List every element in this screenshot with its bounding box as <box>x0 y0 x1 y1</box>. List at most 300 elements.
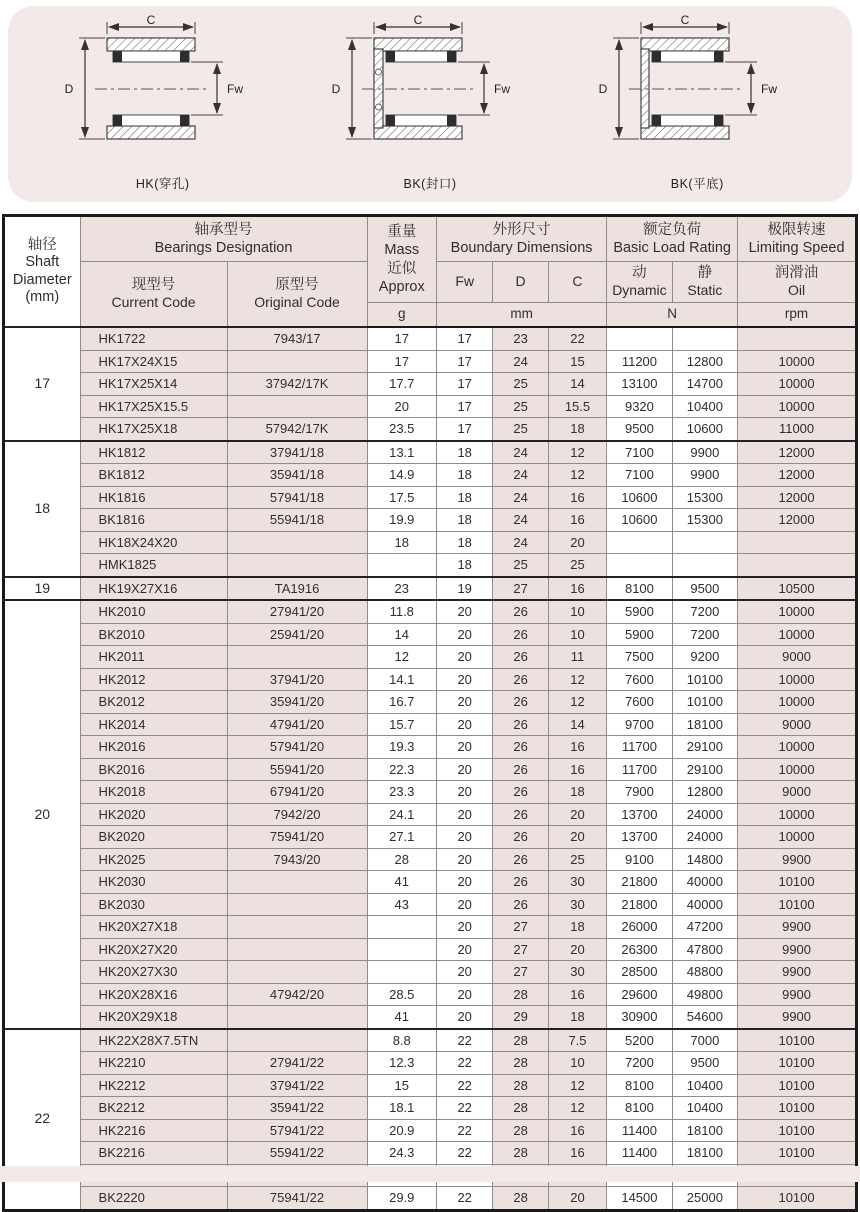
mass-cell <box>367 554 436 577</box>
current-code-cell: HK2210 <box>80 1052 227 1075</box>
original-code-cell: 57941/22 <box>227 1119 367 1142</box>
mass-cell: 23.5 <box>367 418 436 441</box>
c-cell: 10 <box>548 1052 606 1075</box>
table-row <box>4 668 857 691</box>
d-cell: 26 <box>493 893 548 916</box>
oil-speed-cell: 10000 <box>738 691 857 714</box>
static-load-cell: 9900 <box>672 441 737 464</box>
fw-cell: 20 <box>437 781 493 804</box>
table-row <box>4 1097 857 1120</box>
d-cell: 27 <box>493 577 548 601</box>
original-code-cell: 75941/22 <box>227 1187 367 1211</box>
dynamic-load-cell: 10600 <box>607 509 672 532</box>
mass-cell: 28.5 <box>367 983 436 1006</box>
d-cell: 26 <box>493 600 548 623</box>
svg-text:D: D <box>331 82 341 96</box>
c-cell: 20 <box>548 826 606 849</box>
table-row <box>4 961 857 984</box>
fw-cell: 20 <box>437 961 493 984</box>
dynamic-load-cell: 11400 <box>607 1142 672 1165</box>
static-load-cell: 10100 <box>672 668 737 691</box>
dynamic-load-cell: 28500 <box>607 961 672 984</box>
original-code-cell: 35941/22 <box>227 1097 367 1120</box>
mass-cell: 15 <box>367 1074 436 1097</box>
c-cell: 12 <box>548 668 606 691</box>
original-code-cell <box>227 916 367 939</box>
original-code-cell: 37941/20 <box>227 668 367 691</box>
d-cell: 28 <box>493 1097 548 1120</box>
original-code-cell: 25941/20 <box>227 623 367 646</box>
mass-cell: 17 <box>367 350 436 373</box>
oil-speed-cell <box>738 327 857 350</box>
dynamic-load-cell: 8100 <box>607 577 672 601</box>
oil-speed-cell: 12000 <box>738 509 857 532</box>
fw-cell: 18 <box>437 509 493 532</box>
c-cell: 16 <box>548 577 606 601</box>
oil-speed-cell: 9900 <box>738 983 857 1006</box>
static-load-cell: 9200 <box>672 646 737 669</box>
static-load-cell: 54600 <box>672 1006 737 1029</box>
current-code-cell: BK2020 <box>80 826 227 849</box>
table-row <box>4 871 857 894</box>
shaft-diameter-cell: 19 <box>4 577 81 601</box>
table-row <box>4 577 857 601</box>
oil-speed-cell: 10100 <box>738 1052 857 1075</box>
mass-unit: g <box>367 303 436 328</box>
dynamic-load-cell: 14500 <box>607 1187 672 1211</box>
dynamic-load-cell: 11200 <box>607 350 672 373</box>
bearing-spec-table <box>2 214 858 1212</box>
table-row <box>4 395 857 418</box>
static-load-cell: 12800 <box>672 350 737 373</box>
table-row <box>4 418 857 441</box>
table-row <box>4 1142 857 1165</box>
original-code-cell: 47942/20 <box>227 983 367 1006</box>
d-cell: 26 <box>493 848 548 871</box>
table-row <box>4 803 857 826</box>
original-code-cell: 55941/20 <box>227 758 367 781</box>
d-cell: 23 <box>493 327 548 350</box>
c-cell: 25 <box>548 848 606 871</box>
c-cell: 15.5 <box>548 395 606 418</box>
c-cell: 30 <box>548 871 606 894</box>
current-code-cell: HK20X29X18 <box>80 1006 227 1029</box>
d-cell: 25 <box>493 395 548 418</box>
oil-speed-cell: 10000 <box>738 623 857 646</box>
oil-speed-cell: 10000 <box>738 826 857 849</box>
mass-cell <box>367 938 436 961</box>
d-cell: 26 <box>493 871 548 894</box>
diagram-bk-closed <box>318 14 543 192</box>
d-cell: 24 <box>493 464 548 487</box>
static-load-cell: 49800 <box>672 983 737 1006</box>
dynamic-load-cell: 7200 <box>607 1052 672 1075</box>
dynamic-load-cell: 5200 <box>607 1029 672 1052</box>
original-code-cell: 7943/17 <box>227 327 367 350</box>
dynamic-load-cell: 7100 <box>607 464 672 487</box>
static-load-cell: 47800 <box>672 938 737 961</box>
d-cell: 26 <box>493 781 548 804</box>
oil-speed-cell <box>738 554 857 577</box>
current-code-cell: HK17X24X15 <box>80 350 227 373</box>
dynamic-load-cell: 5900 <box>607 623 672 646</box>
original-code-cell: 57941/18 <box>227 486 367 509</box>
c-cell: 20 <box>548 803 606 826</box>
mass-cell: 19.3 <box>367 736 436 759</box>
fw-cell: 20 <box>437 893 493 916</box>
original-code-cell: 37941/22 <box>227 1074 367 1097</box>
load-unit: N <box>607 303 738 328</box>
current-code-cell: HK2010 <box>80 600 227 623</box>
c-cell: 12 <box>548 1097 606 1120</box>
oil-header: 润滑油 Oil <box>738 262 857 303</box>
mass-cell: 14.9 <box>367 464 436 487</box>
shaft-diameter-header: 轴径 Shaft Diameter (mm) <box>4 216 81 328</box>
mass-cell: 41 <box>367 1006 436 1029</box>
fw-cell: 20 <box>437 983 493 1006</box>
c-cell: 20 <box>548 938 606 961</box>
dynamic-load-cell: 11700 <box>607 736 672 759</box>
shaft-diameter-cell: 18 <box>4 441 81 577</box>
d-cell: 26 <box>493 758 548 781</box>
original-code-cell: 27941/22 <box>227 1052 367 1075</box>
dynamic-load-cell: 8100 <box>607 1097 672 1120</box>
fw-cell: 17 <box>437 373 493 396</box>
current-code-cell: HK20X28X16 <box>80 983 227 1006</box>
dynamic-load-cell: 13100 <box>607 373 672 396</box>
c-cell: 20 <box>548 531 606 554</box>
c-header: C <box>548 262 606 303</box>
current-code-cell: BK2016 <box>80 758 227 781</box>
current-code-cell: HK2016 <box>80 736 227 759</box>
original-code-cell: 67941/20 <box>227 781 367 804</box>
oil-speed-cell: 12000 <box>738 486 857 509</box>
d-cell: 26 <box>493 826 548 849</box>
static-load-cell: 10100 <box>672 691 737 714</box>
c-cell: 18 <box>548 916 606 939</box>
diagram-caption-bk-flat: BK(平底) <box>670 177 724 191</box>
static-load-cell: 7200 <box>672 600 737 623</box>
fw-cell: 20 <box>437 803 493 826</box>
fw-cell: 20 <box>437 826 493 849</box>
fw-cell: 18 <box>437 531 493 554</box>
shaft-diameter-cell: 17 <box>4 327 81 441</box>
current-code-cell: HK18X24X20 <box>80 531 227 554</box>
d-cell: 24 <box>493 531 548 554</box>
fw-cell: 20 <box>437 916 493 939</box>
mass-cell: 8.8 <box>367 1029 436 1052</box>
static-load-cell: 40000 <box>672 871 737 894</box>
c-cell: 7.5 <box>548 1029 606 1052</box>
table-row <box>4 441 857 464</box>
fw-cell: 20 <box>437 623 493 646</box>
dynamic-load-cell <box>607 327 672 350</box>
current-code-cell: HK2216 <box>80 1119 227 1142</box>
d-cell: 28 <box>493 1119 548 1142</box>
fw-cell: 22 <box>437 1074 493 1097</box>
oil-speed-cell: 9900 <box>738 961 857 984</box>
table-row <box>4 983 857 1006</box>
original-code-cell: 57942/17K <box>227 418 367 441</box>
fw-cell: 17 <box>437 350 493 373</box>
dynamic-load-cell: 7900 <box>607 781 672 804</box>
d-cell: 28 <box>493 1052 548 1075</box>
original-code-cell <box>227 646 367 669</box>
static-load-cell: 10400 <box>672 395 737 418</box>
diagram-caption-bk-closed: BK(封口) <box>403 177 457 191</box>
static-load-cell: 10600 <box>672 418 737 441</box>
static-load-cell: 47200 <box>672 916 737 939</box>
oil-speed-cell: 10100 <box>738 1029 857 1052</box>
static-load-cell <box>672 327 737 350</box>
table-row <box>4 509 857 532</box>
current-code-cell: HK2212 <box>80 1074 227 1097</box>
oil-speed-cell: 12000 <box>738 464 857 487</box>
current-code-cell: HK20X27X18 <box>80 916 227 939</box>
d-cell: 25 <box>493 418 548 441</box>
current-code-cell: HMK1825 <box>80 554 227 577</box>
fw-cell: 22 <box>437 1029 493 1052</box>
fw-cell: 18 <box>437 554 493 577</box>
oil-speed-cell: 9900 <box>738 938 857 961</box>
static-load-cell: 7200 <box>672 623 737 646</box>
dynamic-load-cell: 29600 <box>607 983 672 1006</box>
current-code-cell: HK17X25X14 <box>80 373 227 396</box>
d-cell: 24 <box>493 486 548 509</box>
static-load-cell: 14700 <box>672 373 737 396</box>
fw-cell: 20 <box>437 691 493 714</box>
fw-cell: 22 <box>437 1142 493 1165</box>
static-load-cell: 7000 <box>672 1029 737 1052</box>
mass-cell: 17.7 <box>367 373 436 396</box>
oil-speed-cell: 10000 <box>738 600 857 623</box>
original-code-cell: 37941/18 <box>227 441 367 464</box>
original-code-cell <box>227 961 367 984</box>
dynamic-load-cell: 9700 <box>607 713 672 736</box>
static-load-cell: 9900 <box>672 464 737 487</box>
mass-cell: 20.9 <box>367 1119 436 1142</box>
original-code-cell <box>227 893 367 916</box>
svg-text:C: C <box>413 14 423 27</box>
spec-table-body <box>4 327 857 1210</box>
table-row <box>4 848 857 871</box>
table-row <box>4 531 857 554</box>
static-load-cell <box>672 554 737 577</box>
table-row <box>4 1052 857 1075</box>
c-cell: 18 <box>548 418 606 441</box>
basic-load-rating-header: 额定负荷 Basic Load Rating <box>607 216 738 262</box>
current-code-cell: HK2011 <box>80 646 227 669</box>
mass-cell: 18 <box>367 531 436 554</box>
dynamic-header: 动 Dynamic <box>607 262 672 303</box>
static-load-cell: 40000 <box>672 893 737 916</box>
c-cell: 11 <box>548 646 606 669</box>
table-row <box>4 1074 857 1097</box>
current-code-cell: HK2025 <box>80 848 227 871</box>
oil-speed-cell <box>738 531 857 554</box>
current-code-cell: HK20X27X20 <box>80 938 227 961</box>
oil-speed-cell: 10500 <box>738 577 857 601</box>
d-cell: 26 <box>493 646 548 669</box>
d-cell: 27 <box>493 916 548 939</box>
svg-text:Fw: Fw <box>226 82 243 96</box>
table-row <box>4 327 857 350</box>
static-load-cell: 10400 <box>672 1097 737 1120</box>
oil-speed-cell: 10100 <box>738 893 857 916</box>
oil-speed-cell: 9000 <box>738 781 857 804</box>
bearing-cross-section-hk-icon <box>57 14 269 172</box>
current-code-cell: HK2020 <box>80 803 227 826</box>
mass-cell <box>367 961 436 984</box>
dynamic-load-cell: 26300 <box>607 938 672 961</box>
fw-cell: 20 <box>437 646 493 669</box>
dynamic-load-cell: 5900 <box>607 600 672 623</box>
current-code-cell: HK1722 <box>80 327 227 350</box>
c-cell: 18 <box>548 1006 606 1029</box>
table-row <box>4 1187 857 1211</box>
fw-cell: 22 <box>437 1187 493 1211</box>
dynamic-load-cell: 21800 <box>607 871 672 894</box>
table-row <box>4 486 857 509</box>
c-cell: 14 <box>548 373 606 396</box>
current-code-header: 现型号 Current Code <box>80 262 227 328</box>
current-code-cell: HK2012 <box>80 668 227 691</box>
diagram-caption-hk: HK(穿孔) <box>135 177 190 191</box>
dynamic-load-cell: 9500 <box>607 418 672 441</box>
current-code-cell: HK20X27X30 <box>80 961 227 984</box>
c-cell: 16 <box>548 736 606 759</box>
original-code-cell: 7942/20 <box>227 803 367 826</box>
static-header: 静 Static <box>672 262 737 303</box>
current-code-cell: HK22X28X7.5TN <box>80 1029 227 1052</box>
d-cell: 25 <box>493 373 548 396</box>
original-code-cell <box>227 531 367 554</box>
current-code-cell: HK1816 <box>80 486 227 509</box>
fw-cell: 20 <box>437 668 493 691</box>
current-code-cell: HK2030 <box>80 871 227 894</box>
mass-cell: 13.1 <box>367 441 436 464</box>
fw-cell: 20 <box>437 713 493 736</box>
original-code-cell: 27941/20 <box>227 600 367 623</box>
table-row <box>4 916 857 939</box>
c-cell: 15 <box>548 350 606 373</box>
mass-cell: 28 <box>367 848 436 871</box>
shaft-diameter-cell: 22 <box>4 1029 81 1211</box>
limiting-speed-header: 极限转速 Limiting Speed <box>738 216 857 262</box>
static-load-cell: 29100 <box>672 758 737 781</box>
boundary-unit: mm <box>437 303 607 328</box>
dynamic-load-cell: 7500 <box>607 646 672 669</box>
oil-speed-cell: 9000 <box>738 713 857 736</box>
oil-speed-cell: 12000 <box>738 441 857 464</box>
static-load-cell: 15300 <box>672 486 737 509</box>
table-row <box>4 893 857 916</box>
mass-cell: 14 <box>367 623 436 646</box>
d-cell: 28 <box>493 983 548 1006</box>
mass-cell: 15.7 <box>367 713 436 736</box>
static-load-cell: 24000 <box>672 826 737 849</box>
svg-text:Fw: Fw <box>761 82 778 96</box>
static-load-cell: 15300 <box>672 509 737 532</box>
c-cell: 16 <box>548 1142 606 1165</box>
current-code-cell: BK2212 <box>80 1097 227 1120</box>
mass-cell: 18.1 <box>367 1097 436 1120</box>
shaft-diameter-cell: 20 <box>4 600 81 1029</box>
mass-cell: 24.1 <box>367 803 436 826</box>
dynamic-load-cell: 11700 <box>607 758 672 781</box>
dynamic-load-cell: 13700 <box>607 826 672 849</box>
mass-cell: 16.7 <box>367 691 436 714</box>
fw-cell: 22 <box>437 1052 493 1075</box>
mass-cell: 17 <box>367 327 436 350</box>
original-code-cell: 57941/20 <box>227 736 367 759</box>
d-header: D <box>493 262 548 303</box>
dynamic-load-cell: 8100 <box>607 1074 672 1097</box>
static-load-cell: 9500 <box>672 577 737 601</box>
diagram-bk-flat <box>585 14 810 192</box>
fw-cell: 22 <box>437 1119 493 1142</box>
d-cell: 25 <box>493 554 548 577</box>
mass-cell: 23 <box>367 577 436 601</box>
table-row <box>4 736 857 759</box>
current-code-cell: HK19X27X16 <box>80 577 227 601</box>
current-code-cell: HK17X25X18 <box>80 418 227 441</box>
oil-speed-cell: 9900 <box>738 916 857 939</box>
d-cell: 29 <box>493 1006 548 1029</box>
current-code-cell: HK2018 <box>80 781 227 804</box>
mass-cell: 14.1 <box>367 668 436 691</box>
dynamic-load-cell: 7600 <box>607 668 672 691</box>
fw-cell: 17 <box>437 418 493 441</box>
c-cell: 22 <box>548 327 606 350</box>
d-cell: 27 <box>493 961 548 984</box>
svg-text:D: D <box>598 82 608 96</box>
current-code-cell: BK2012 <box>80 691 227 714</box>
fw-cell: 17 <box>437 395 493 418</box>
speed-unit: rpm <box>738 303 857 328</box>
dynamic-load-cell: 7600 <box>607 691 672 714</box>
table-row <box>4 1006 857 1029</box>
original-code-cell <box>227 395 367 418</box>
current-code-cell: HK1812 <box>80 441 227 464</box>
d-cell: 26 <box>493 736 548 759</box>
fw-cell: 20 <box>437 1006 493 1029</box>
static-load-cell: 18100 <box>672 713 737 736</box>
oil-speed-cell: 9900 <box>738 848 857 871</box>
c-cell: 20 <box>548 1187 606 1211</box>
c-cell: 14 <box>548 713 606 736</box>
c-cell: 18 <box>548 781 606 804</box>
fw-cell: 17 <box>437 327 493 350</box>
table-row <box>4 554 857 577</box>
oil-speed-cell: 10000 <box>738 758 857 781</box>
c-cell: 12 <box>548 441 606 464</box>
d-cell: 26 <box>493 691 548 714</box>
mass-cell: 12.3 <box>367 1052 436 1075</box>
original-code-cell: 35941/20 <box>227 691 367 714</box>
svg-text:C: C <box>146 14 156 27</box>
original-code-cell <box>227 554 367 577</box>
mass-cell: 41 <box>367 871 436 894</box>
current-code-cell: BK1812 <box>80 464 227 487</box>
c-cell: 16 <box>548 758 606 781</box>
fw-cell: 22 <box>437 1097 493 1120</box>
bearing-diagrams-panel <box>8 6 852 202</box>
mass-cell: 11.8 <box>367 600 436 623</box>
table-row <box>4 373 857 396</box>
fw-cell: 18 <box>437 486 493 509</box>
d-cell: 26 <box>493 623 548 646</box>
